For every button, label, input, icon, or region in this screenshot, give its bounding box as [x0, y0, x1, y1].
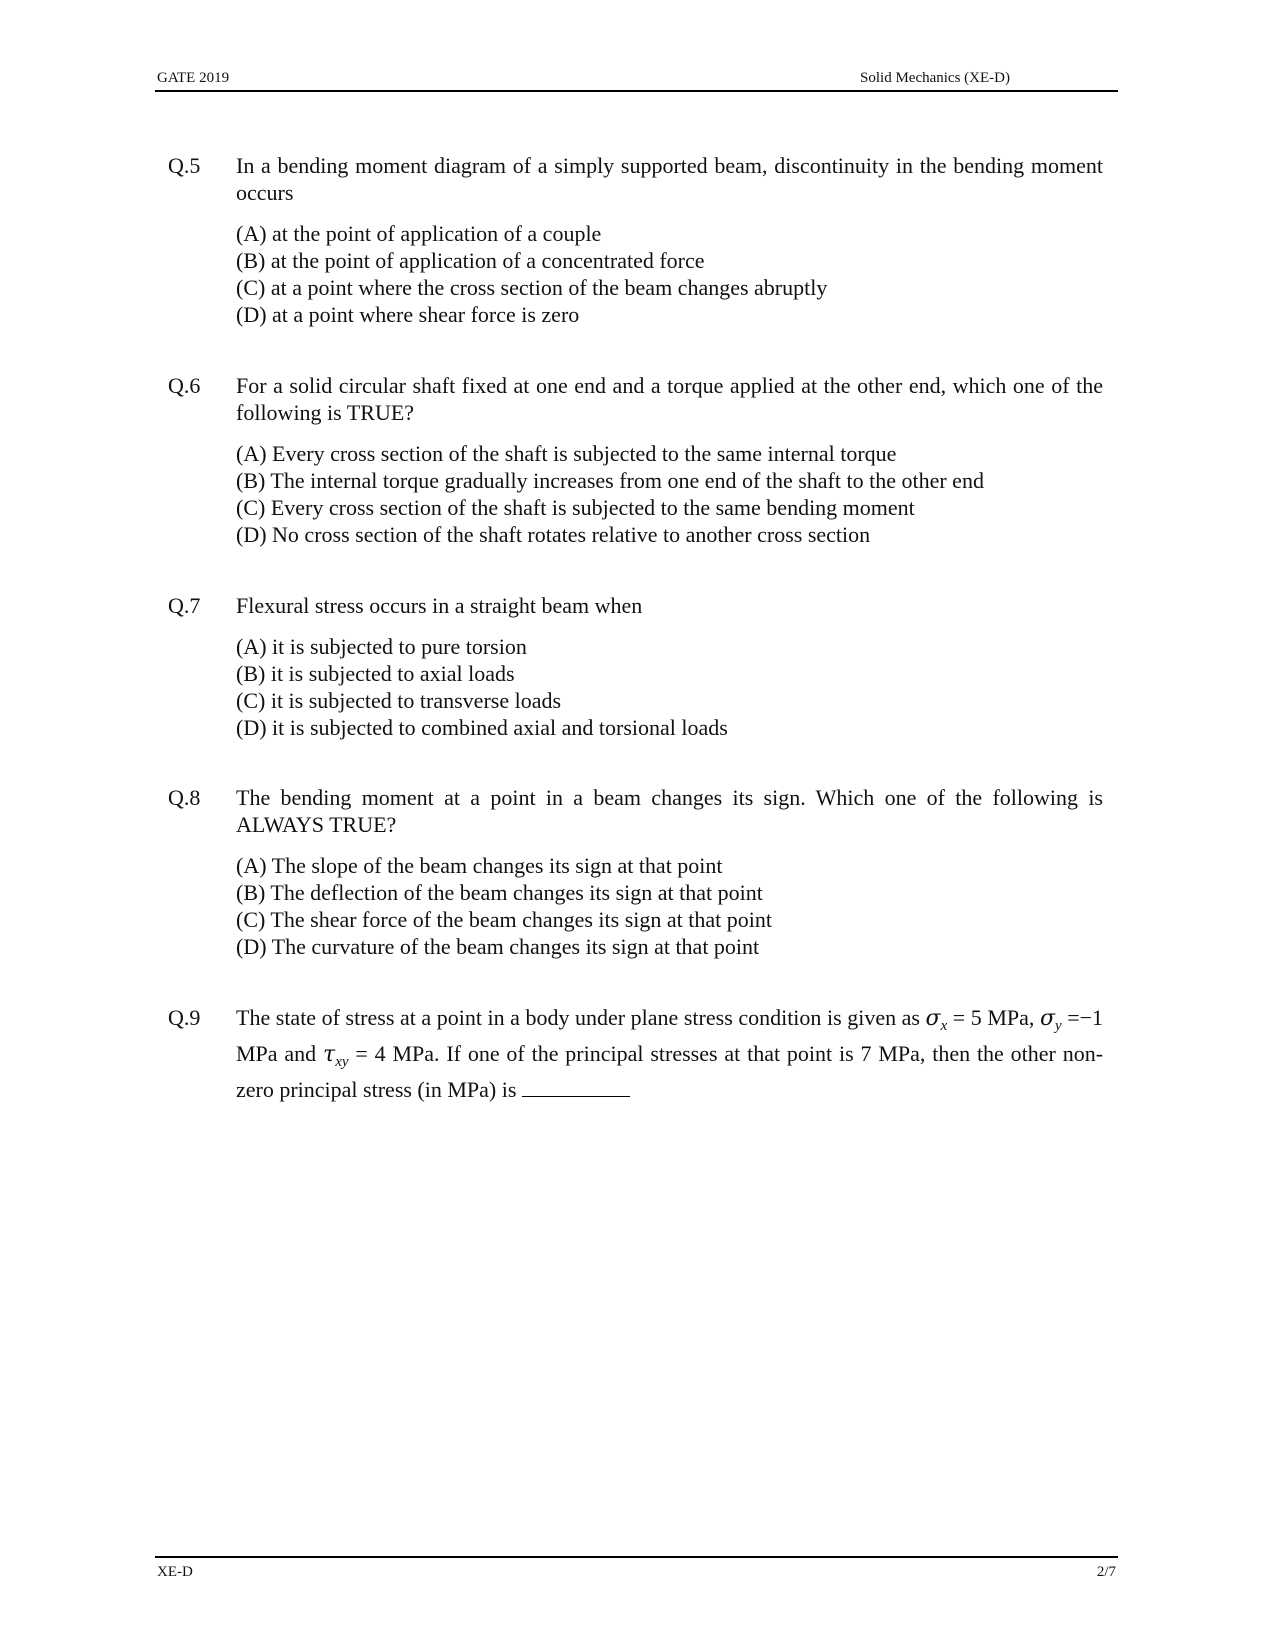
option-a: (A) at the point of application of a couple — [236, 221, 602, 246]
tau-xy-value: = 4 MPa. If one of the principal stresses at that point is 7 MPa, then the other non-zero principal stress (in MPa) is — [236, 1041, 1104, 1102]
option-c: (C) The shear force of the beam changes its sign at that point — [236, 907, 772, 932]
section-code: XE-D — [157, 1564, 193, 1580]
question-text — [236, 1004, 1103, 1103]
question-number: Q.5 — [168, 153, 201, 178]
question-number: Q.8 — [168, 785, 201, 810]
subscript-xy: xy — [335, 1054, 349, 1070]
option-a: (A) The slope of the beam changes its sign at that point — [236, 853, 723, 878]
sigma-y-value: =−1 MPa and — [236, 1005, 1104, 1066]
sigma-x-value: = 5 MPa, — [952, 1005, 1035, 1030]
question-text: For a solid circular shaft fixed at one end and a torque applied at the other end, which one of the following is TRUE? — [236, 373, 1103, 425]
option-list — [236, 440, 1103, 548]
subscript-x: x — [940, 1018, 948, 1034]
paper-name: Solid Mechanics (XE-D) — [860, 70, 1010, 86]
option-d: (D) The curvature of the beam changes its sign at that point — [236, 934, 760, 959]
option-d: (D) at a point where shear force is zero — [236, 302, 580, 327]
question-text: Flexural stress occurs in a straight beam when — [236, 593, 643, 618]
option-b: (B) The deflection of the beam changes its sign at that point — [236, 880, 763, 905]
tau-symbol: τ — [323, 1042, 336, 1067]
question-number: Q.7 — [168, 593, 201, 618]
answer-blank — [522, 1080, 630, 1097]
subscript-y: y — [1054, 1018, 1062, 1034]
option-b: (B) it is subjected to axial loads — [236, 661, 515, 686]
question-text: The bending moment at a point in a beam changes its sign. Which one of the following is ALWAYS TRUE? — [236, 785, 1103, 837]
page-footer — [155, 1556, 1118, 1580]
page-number: 2/7 — [1096, 1564, 1116, 1580]
option-c: (C) it is subjected to transverse loads — [236, 688, 562, 713]
question-number: Q.6 — [168, 373, 201, 398]
sigma-symbol: σ — [1039, 1006, 1055, 1031]
option-d: (D) No cross section of the shaft rotates relative to another cross section — [236, 522, 871, 547]
question-text: In a bending moment diagram of a simply supported beam, discontinuity in the bending moment occurs — [236, 153, 1103, 205]
question-text-intro: The state of stress at a point in a body under plane stress condition is given as — [236, 1005, 920, 1030]
exam-name: GATE 2019 — [157, 70, 230, 86]
option-list — [236, 633, 1103, 741]
option-c: (C) Every cross section of the shaft is subjected to the same bending moment — [236, 495, 915, 520]
option-c: (C) at a point where the cross section of the beam changes abruptly — [236, 275, 828, 300]
option-a: (A) Every cross section of the shaft is subjected to the same internal torque — [236, 441, 897, 466]
option-d: (D) it is subjected to combined axial and torsional loads — [236, 715, 728, 740]
option-a: (A) it is subjected to pure torsion — [236, 634, 527, 659]
option-list — [236, 852, 1103, 960]
question-number: Q.9 — [168, 1005, 201, 1030]
option-list — [236, 220, 1103, 328]
option-b: (B) at the point of application of a concentrated force — [236, 248, 705, 273]
option-b: (B) The internal torque gradually increases from one end of the shaft to the other end — [236, 468, 984, 493]
page-header — [155, 66, 1118, 92]
sigma-symbol: σ — [925, 1006, 941, 1031]
